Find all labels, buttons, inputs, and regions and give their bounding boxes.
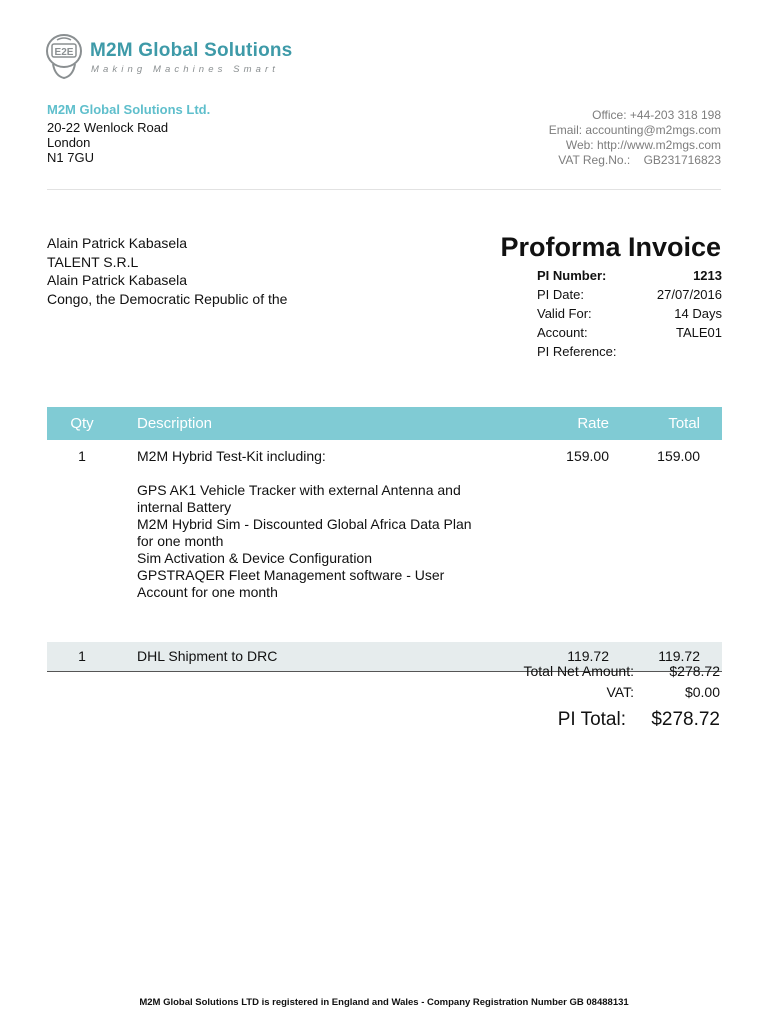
totals	[450, 661, 720, 735]
item-qty: 1	[78, 648, 86, 664]
vat-row	[450, 682, 720, 703]
office-phone: Office: +44-203 318 198	[592, 108, 721, 122]
invoice-meta	[537, 266, 722, 361]
company-email: Email: accounting@m2mgs.com	[548, 123, 721, 137]
items-table	[47, 407, 722, 672]
item-detail-line: GPS AK1 Vehicle Tracker with external Antenna and	[137, 482, 461, 498]
recipient-line: TALENT S.R.L	[47, 253, 139, 270]
item-title: M2M Hybrid Test-Kit including:	[137, 448, 326, 464]
brand-name: M2M Global Solutions	[90, 40, 293, 61]
total-net-value: $278.72	[669, 663, 720, 679]
footer-registration: M2M Global Solutions LTD is registered in England and Wales - Company Registration Number GB 08488131	[139, 997, 629, 1008]
item-title: DHL Shipment to DRC	[137, 648, 278, 664]
item-rate: 159.00	[566, 448, 609, 464]
company-vat: VAT Reg.No.: GB231716823	[558, 153, 721, 167]
meta-pi-reference	[537, 342, 722, 361]
meta-label: Valid For:	[537, 306, 592, 321]
item-qty: 1	[78, 448, 86, 464]
header-divider	[47, 189, 721, 190]
meta-label: PI Date:	[537, 287, 584, 302]
table-header	[47, 407, 722, 440]
recipient-line: Congo, the Democratic Republic of the	[47, 290, 288, 307]
item-detail-line: for one month	[137, 533, 224, 549]
total-net-row	[450, 661, 720, 682]
grand-total-row	[450, 705, 720, 735]
total-net-label: Total Net Amount:	[523, 663, 634, 679]
item-rate: 119.72	[567, 648, 609, 664]
item-detail-line: Account for one month	[137, 584, 278, 600]
header-qty: Qty	[70, 415, 94, 432]
company-address-line: N1 7GU	[47, 150, 94, 165]
item-total: 119.72	[658, 648, 700, 664]
recipient-line: Alain Patrick Kabasela	[47, 235, 188, 251]
meta-value: TALE01	[675, 325, 722, 340]
brand-tagline: Making Machines Smart	[91, 64, 279, 75]
meta-value: 14 Days	[674, 306, 722, 321]
item-description	[137, 448, 517, 601]
company-address-line: 20-22 Wenlock Road	[47, 120, 169, 135]
company-contact	[549, 108, 721, 168]
meta-label: PI Reference:	[537, 344, 617, 359]
meta-pi-number	[537, 266, 722, 285]
logo-mark-text: E2E	[54, 47, 74, 58]
vat-label: VAT:	[606, 684, 634, 700]
header-description: Description	[137, 415, 213, 432]
meta-label: PI Number:	[537, 268, 607, 283]
meta-pi-date	[537, 285, 722, 304]
meta-label: Account:	[537, 325, 588, 340]
item-detail-line: M2M Hybrid Sim - Discounted Global Africa Data Plan	[137, 516, 472, 532]
invoice-title: Proforma Invoice	[500, 232, 721, 262]
meta-valid-for	[537, 304, 722, 323]
item-detail-line: internal Battery	[137, 499, 232, 515]
recipient-address	[47, 234, 287, 308]
recipient-line: Alain Patrick Kabasela	[47, 272, 188, 288]
item-detail-line: GPSTRAQER Fleet Management software - User	[137, 567, 445, 583]
company-address-line: London	[47, 135, 91, 150]
item-detail-line: Sim Activation & Device Configuration	[137, 550, 372, 566]
company-name: M2M Global Solutions Ltd.	[47, 102, 211, 117]
item-total: 159.00	[657, 448, 700, 464]
meta-account	[537, 323, 722, 342]
grand-total-value: $278.72	[651, 709, 720, 730]
meta-value: 1213	[693, 268, 722, 283]
header-rate: Rate	[577, 415, 609, 432]
grand-total-label: PI Total:	[557, 709, 626, 730]
header-total: Total	[668, 415, 700, 432]
company-logo	[45, 34, 83, 80]
company-web: Web: http://www.m2mgs.com	[565, 138, 721, 152]
table-row	[47, 440, 722, 642]
vat-value: $0.00	[684, 684, 720, 700]
meta-value: 27/07/2016	[656, 287, 722, 302]
